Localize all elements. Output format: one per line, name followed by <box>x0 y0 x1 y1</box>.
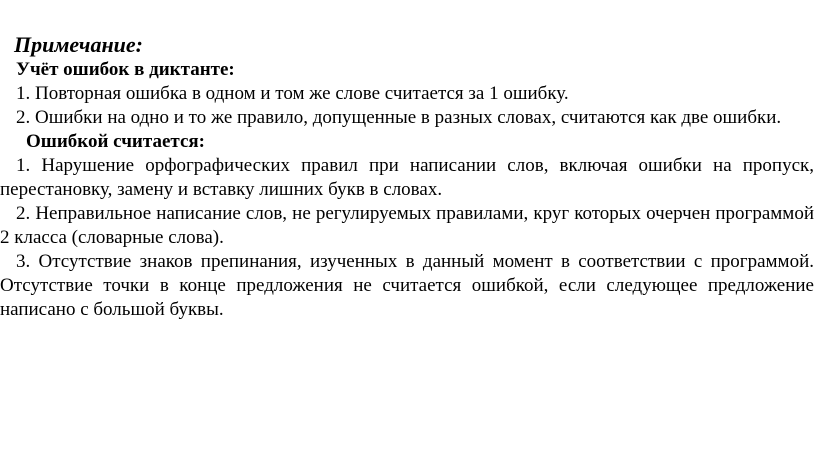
section1-item-2: 2. Ошибки на одно и то же правило, допущенные в разных словах, считаются как две ошибки. <box>16 107 782 128</box>
section2-item-1: 1. Нарушение орфографических правил при написании слов, включая ошибки на пропуск, перестановку, замену и вставку лишних букв в словах. <box>0 155 814 200</box>
section-heading-errors: Ошибкой считается: <box>26 131 205 152</box>
document-body <box>0 32 816 322</box>
section-heading-dictation: Учёт ошибок в диктанте: <box>16 59 235 80</box>
section2-item-2: 2. Неправильное написание слов, не регулируемых правилами, круг которых очерчен программой 2 класса (словарные слова). <box>0 203 814 248</box>
section1-item-1: 1. Повторная ошибка в одном и том же слове считается за 1 ошибку. <box>16 83 569 104</box>
note-title: Примечание: <box>14 32 143 57</box>
section2-item-3: 3. Отсутствие знаков препинания, изученных в данный момент в соответствии с программой. Отсутствие точки в конце предложения не считается ошибкой, если следующее предложение написано с большой буквы. <box>0 251 814 320</box>
